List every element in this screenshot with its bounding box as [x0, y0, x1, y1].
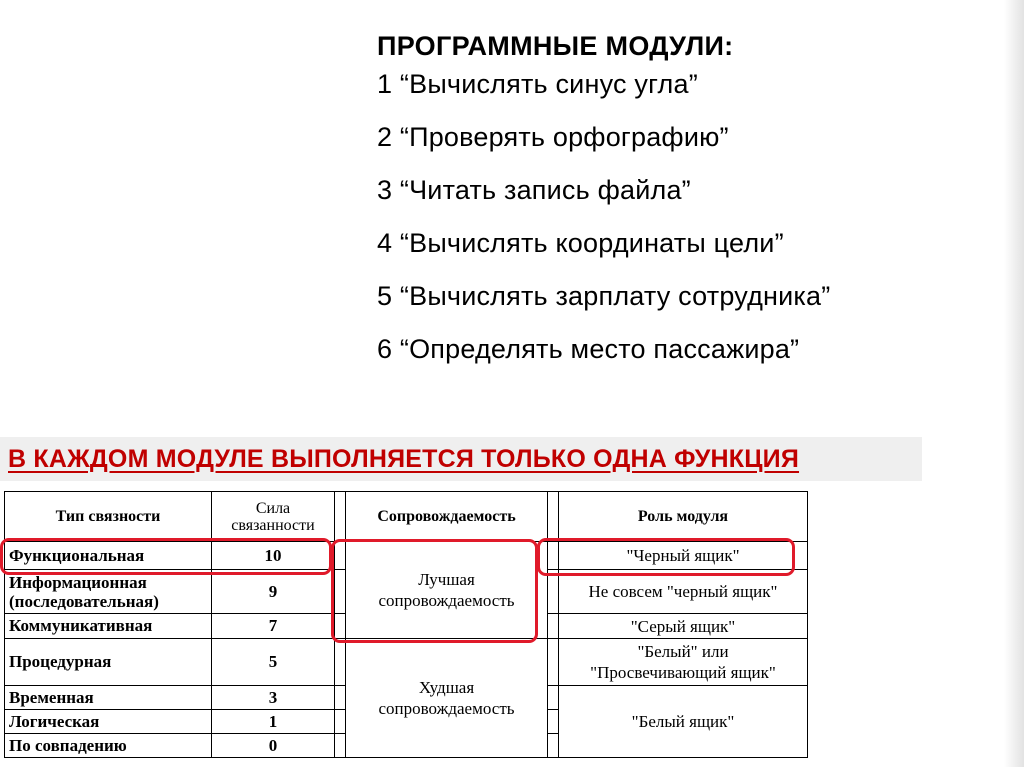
- column-gap: [335, 686, 346, 710]
- type-cell: По совпадению: [5, 734, 212, 758]
- best-maintainability-line2: сопровождаемость: [378, 591, 515, 610]
- type-cell: Временная: [5, 686, 212, 710]
- type-line1: Информационная: [9, 572, 147, 592]
- module-item: 5 “Вычислять зарплату сотрудника”: [377, 281, 831, 311]
- worst-maintainability-cell: [346, 639, 548, 758]
- best-maintainability-cell: [346, 542, 548, 639]
- column-gap: [335, 734, 346, 758]
- strength-cell: 3: [212, 686, 335, 710]
- worst-maintainability-line2: сопровождаемость: [378, 699, 515, 718]
- column-gap: [548, 639, 559, 686]
- header-strength: [212, 492, 335, 542]
- role-cell: [559, 639, 808, 686]
- module-item: 2 “Проверять орфографию”: [377, 122, 729, 152]
- role-cell: "Черный ящик": [559, 542, 808, 570]
- role-cell: "Белый ящик": [559, 686, 808, 758]
- banner-text: В КАЖДОМ МОДУЛЕ ВЫПОЛНЯЕТСЯ ТОЛЬКО ОДНА ФУНКЦИЯ: [8, 445, 800, 473]
- column-gap: [548, 614, 559, 639]
- strength-cell: 1: [212, 710, 335, 734]
- role-cell: Не совсем "черный ящик": [559, 570, 808, 614]
- header-maintainability: Сопровождаемость: [346, 492, 548, 542]
- header-strength-line1: Сила: [255, 499, 291, 517]
- type-cell: [5, 570, 212, 614]
- column-gap: [335, 710, 346, 734]
- type-cell: Коммуникативная: [5, 614, 212, 639]
- module-item: 4 “Вычислять координаты цели”: [377, 228, 784, 258]
- column-gap: [548, 686, 559, 710]
- column-gap: [548, 492, 559, 542]
- title-block: [377, 28, 997, 384]
- heading: ПРОГРАММНЫЕ МОДУЛИ:: [377, 31, 734, 61]
- banner: [0, 437, 922, 481]
- header-type: Тип связности: [5, 492, 212, 542]
- column-gap: [548, 734, 559, 758]
- type-line2: (последовательная): [9, 591, 159, 611]
- column-gap: [335, 639, 346, 686]
- strength-cell: 10: [212, 542, 335, 570]
- column-gap: [548, 542, 559, 570]
- strength-cell: 7: [212, 614, 335, 639]
- type-cell: Функциональная: [5, 542, 212, 570]
- column-gap: [548, 710, 559, 734]
- column-gap: [548, 570, 559, 614]
- role-line1: "Белый" или: [637, 642, 729, 661]
- module-item: 1 “Вычислять синус угла”: [377, 69, 698, 99]
- column-gap: [335, 614, 346, 639]
- header-role: Роль модуля: [559, 492, 808, 542]
- table-row: [5, 542, 808, 570]
- strength-cell: 5: [212, 639, 335, 686]
- column-gap: [335, 570, 346, 614]
- best-maintainability-line1: Лучшая: [418, 570, 475, 589]
- module-item: 6 “Определять место пассажира”: [377, 334, 800, 364]
- module-item: 3 “Читать запись файла”: [377, 175, 691, 205]
- type-cell: Процедурная: [5, 639, 212, 686]
- table-header-row: [5, 492, 808, 542]
- strength-cell: 0: [212, 734, 335, 758]
- role-cell: "Серый ящик": [559, 614, 808, 639]
- worst-maintainability-line1: Худшая: [418, 678, 475, 697]
- header-strength-line2: связанности: [231, 516, 315, 534]
- slide-edge-shadow: [1004, 0, 1024, 767]
- column-gap: [335, 542, 346, 570]
- type-cell: Логическая: [5, 710, 212, 734]
- table-row: [5, 639, 808, 686]
- module-list: [377, 66, 997, 384]
- column-gap: [335, 492, 346, 542]
- cohesion-table: [4, 491, 808, 758]
- role-line2: "Просвечивающий ящик": [590, 663, 776, 682]
- strength-cell: 9: [212, 570, 335, 614]
